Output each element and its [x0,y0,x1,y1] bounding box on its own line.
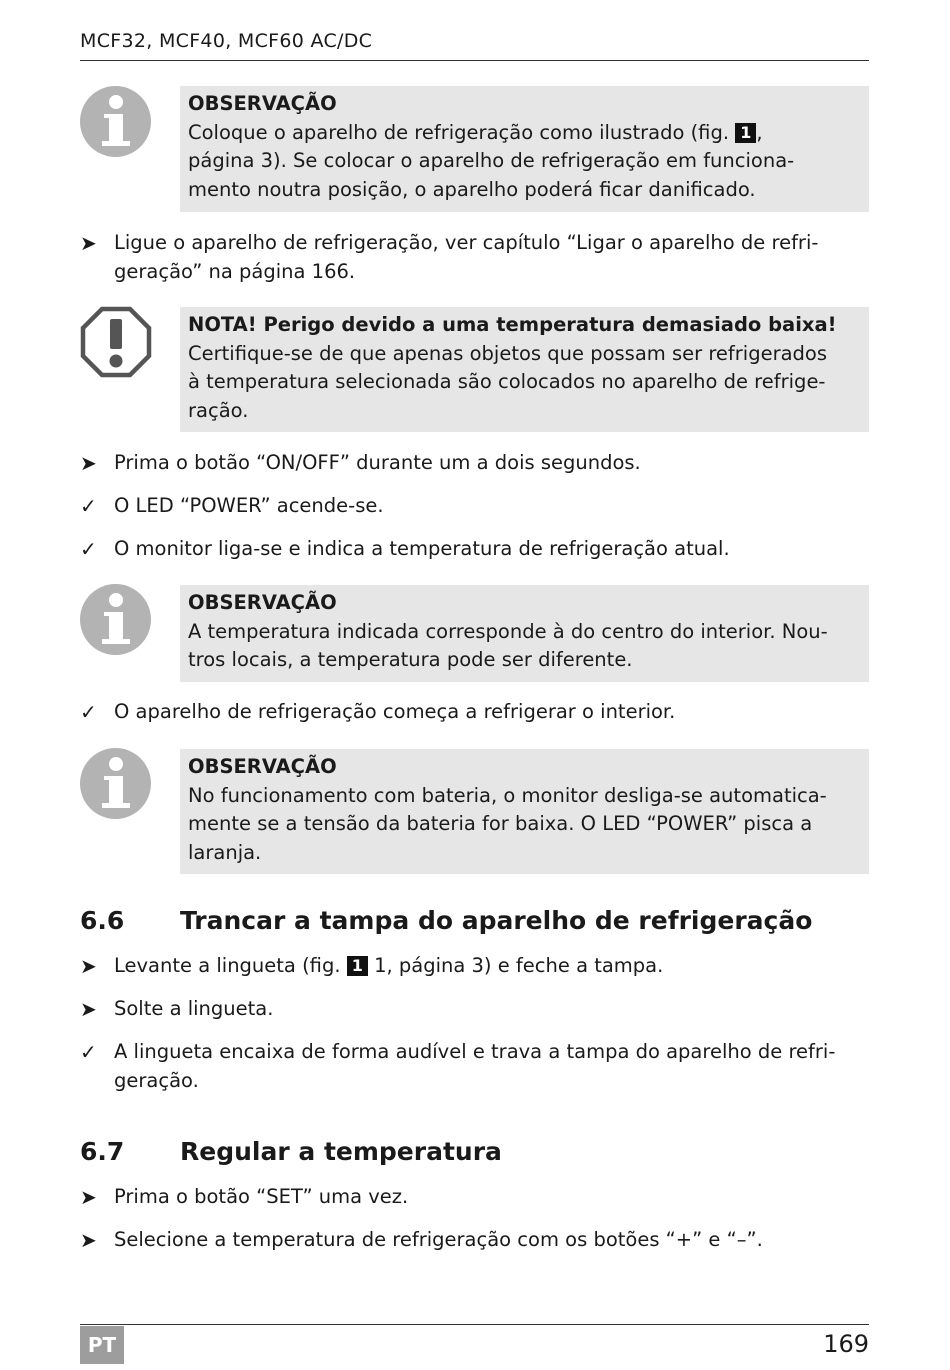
section-title: Regular a temperatura [180,1137,502,1166]
result-text: O aparelho de refrigeração começa a refrigerar o interior. [114,700,676,723]
arrow-icon: ➤ [80,451,97,475]
result-text: O monitor liga-se e indica a temperatura de refrigeração atual. [114,537,730,560]
figure-ref-badge: 1 [347,956,368,976]
step-text: Solte a lingueta. [114,997,274,1020]
info-icon [80,86,151,157]
step-text: Selecione a temperatura de refrigeração com os botões “+” e “–”. [114,1228,763,1251]
result-item [80,1038,870,1095]
result-text: A lingueta encaixa de forma audível e trava a tampa do aparelho de refri- geração. [114,1040,836,1092]
arrow-icon: ➤ [80,997,97,1021]
section-number: 6.6 [80,906,125,935]
note-box [180,749,869,874]
result-item [80,492,870,521]
warning-title: NOTA! Perigo devido a uma temperatura demasiado baixa! [188,313,837,336]
section-heading [80,905,812,937]
instruction-step [80,995,870,1024]
footer-divider [80,1324,869,1325]
note-title: OBSERVAÇÃO [188,591,337,614]
instruction-step [80,1226,870,1255]
warning-octagon-icon [80,306,152,378]
checkmark-icon: ✓ [80,700,97,724]
info-icon [80,584,151,655]
note-title: OBSERVAÇÃO [188,92,337,115]
checkmark-icon: ✓ [80,1040,97,1064]
instruction-step [80,449,870,478]
note-box [180,585,869,682]
section-number: 6.7 [80,1137,125,1166]
arrow-icon: ➤ [80,1185,97,1209]
note-box [180,86,869,212]
note-title: OBSERVAÇÃO [188,755,337,778]
result-text: O LED “POWER” acende-se. [114,494,384,517]
note-text: No funcionamento com bateria, o monitor desliga-se automatica- mente se a tensão da bateria for baixa. O LED “POWER” pisca a laranja. [188,783,827,864]
step-text: Prima o botão “ON/OFF” durante um a dois segundos. [114,451,641,474]
figure-ref-badge: 1 [735,123,756,143]
arrow-icon: ➤ [80,954,97,978]
step-text: Prima o botão “SET” uma vez. [114,1185,409,1208]
warning-text: Certifique-se de que apenas objetos que possam ser refrigerados à temperatura selecionada são colocados no aparelho de refrige- ração. [188,341,828,422]
instruction-step [80,229,870,286]
arrow-icon: ➤ [80,231,97,255]
instruction-step [80,1183,870,1212]
page-header: MCF32, MCF40, MCF60 AC/DC [80,30,869,61]
result-item [80,535,870,564]
checkmark-icon: ✓ [80,494,97,518]
section-heading [80,1136,502,1168]
info-icon [80,748,151,819]
step-text: Levante a lingueta (fig. 1 1, página 3) e feche a tampa. [114,954,664,977]
warning-box [180,307,869,432]
section-title: Trancar a tampa do aparelho de refrigeração [180,906,813,935]
result-item [80,698,870,727]
note-text: A temperatura indicada corresponde à do centro do interior. Nou- tros locais, a temperatura pode ser diferente. [188,619,828,671]
note-text: Coloque o aparelho de refrigeração como ilustrado (fig. 1 , página 3). Se colocar o aparelho de refrigeração em funciona- mento noutra posição, o aparelho poderá ficar danificado. [188,120,795,201]
checkmark-icon: ✓ [80,537,97,561]
page-number: 169 [823,1330,869,1358]
step-text: Ligue o aparelho de refrigeração, ver capítulo “Ligar o aparelho de refri- geração” na página 166. [114,231,819,283]
instruction-step [80,952,870,981]
language-badge: PT [80,1326,124,1364]
arrow-icon: ➤ [80,1228,97,1252]
